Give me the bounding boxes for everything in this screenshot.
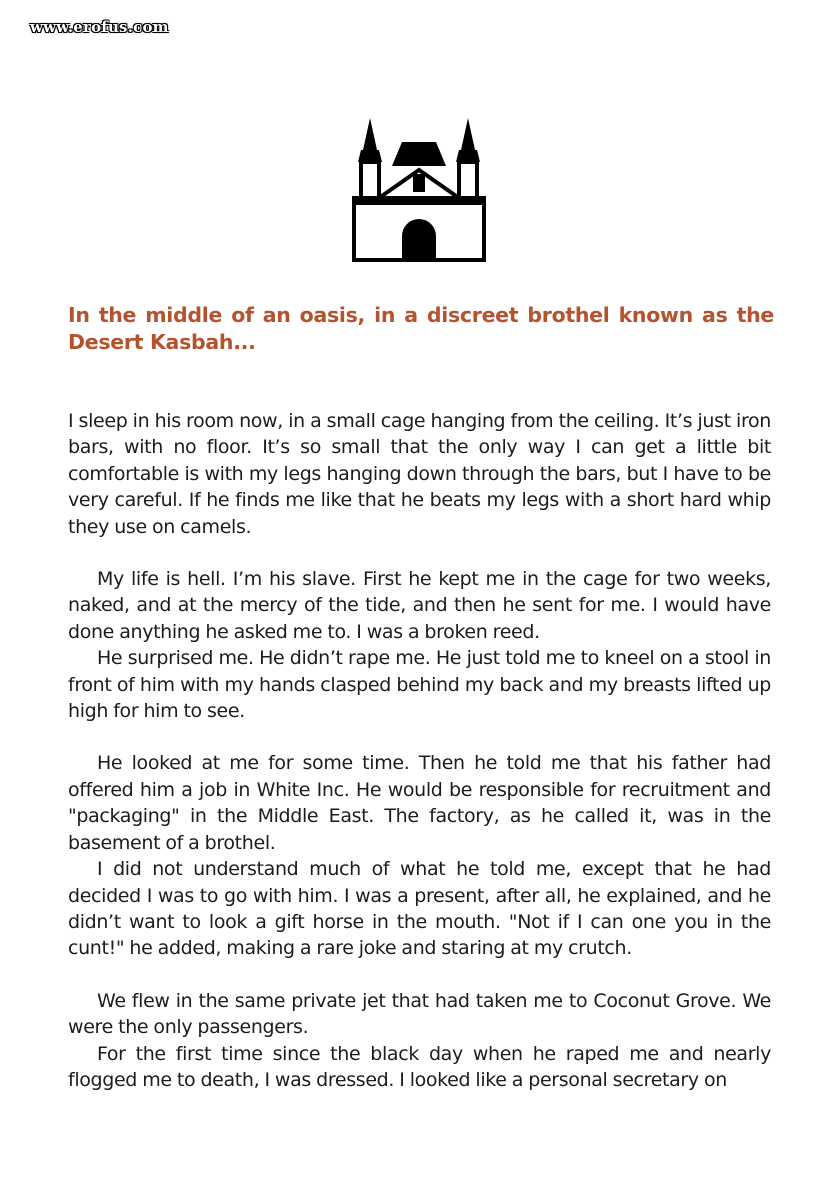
paragraph: My life is hell. I’m his slave. First he kept me in the cage for two weeks, naked, and at the mercy of the tide, and then he sent for me. I would have done anything he asked me to. I was a broken reed.: [68, 568, 771, 643]
paragraph: He looked at me for some time. Then he told me that his father had offered him a job in White Inc. He would be responsible for recruitment and "packaging" in the Middle East. The factory, as he called it, was in the basement of a brothel.: [68, 752, 771, 854]
castle-icon: [352, 116, 486, 262]
paragraph: He surprised me. He didn’t rape me. He just told me to kneel on a stool in front of him with my hands clasped behind my back and my breasts lifted up high for him to see.: [68, 647, 771, 723]
watermark: www.erofus.com: [30, 18, 169, 36]
paragraph: I sleep in his room now, in a small cage hanging from the ceiling. It’s just iron bars, with no floor. It’s so small that the only way I can get a little bit comfortable is with my legs hanging down through the bars, but I have to be very careful. If he finds me like that he beats my legs with a short hard whip they use on camels.: [68, 410, 771, 538]
paragraph: We flew in the same private jet that had taken me to Coconut Grove. We were the only passengers.: [68, 989, 771, 1039]
chapter-heading: In the middle of an oasis, in a discreet brothel known as the Desert Kasbah...: [68, 303, 774, 354]
paragraph: I did not understand much of what he told me, except that he had decided I was to go with him. I was a present, after all, he explained, and he didn’t want to look a gift horse in the mouth. "Not if I can one you in the cunt!" he added, making a rare joke and staring at my crutch.: [68, 858, 771, 960]
paragraph: For the first time since the black day when he raped me and nearly flogged me to death, I was dressed. I looked like a personal secretary on: [68, 1042, 771, 1091]
story-text: [68, 408, 771, 1093]
